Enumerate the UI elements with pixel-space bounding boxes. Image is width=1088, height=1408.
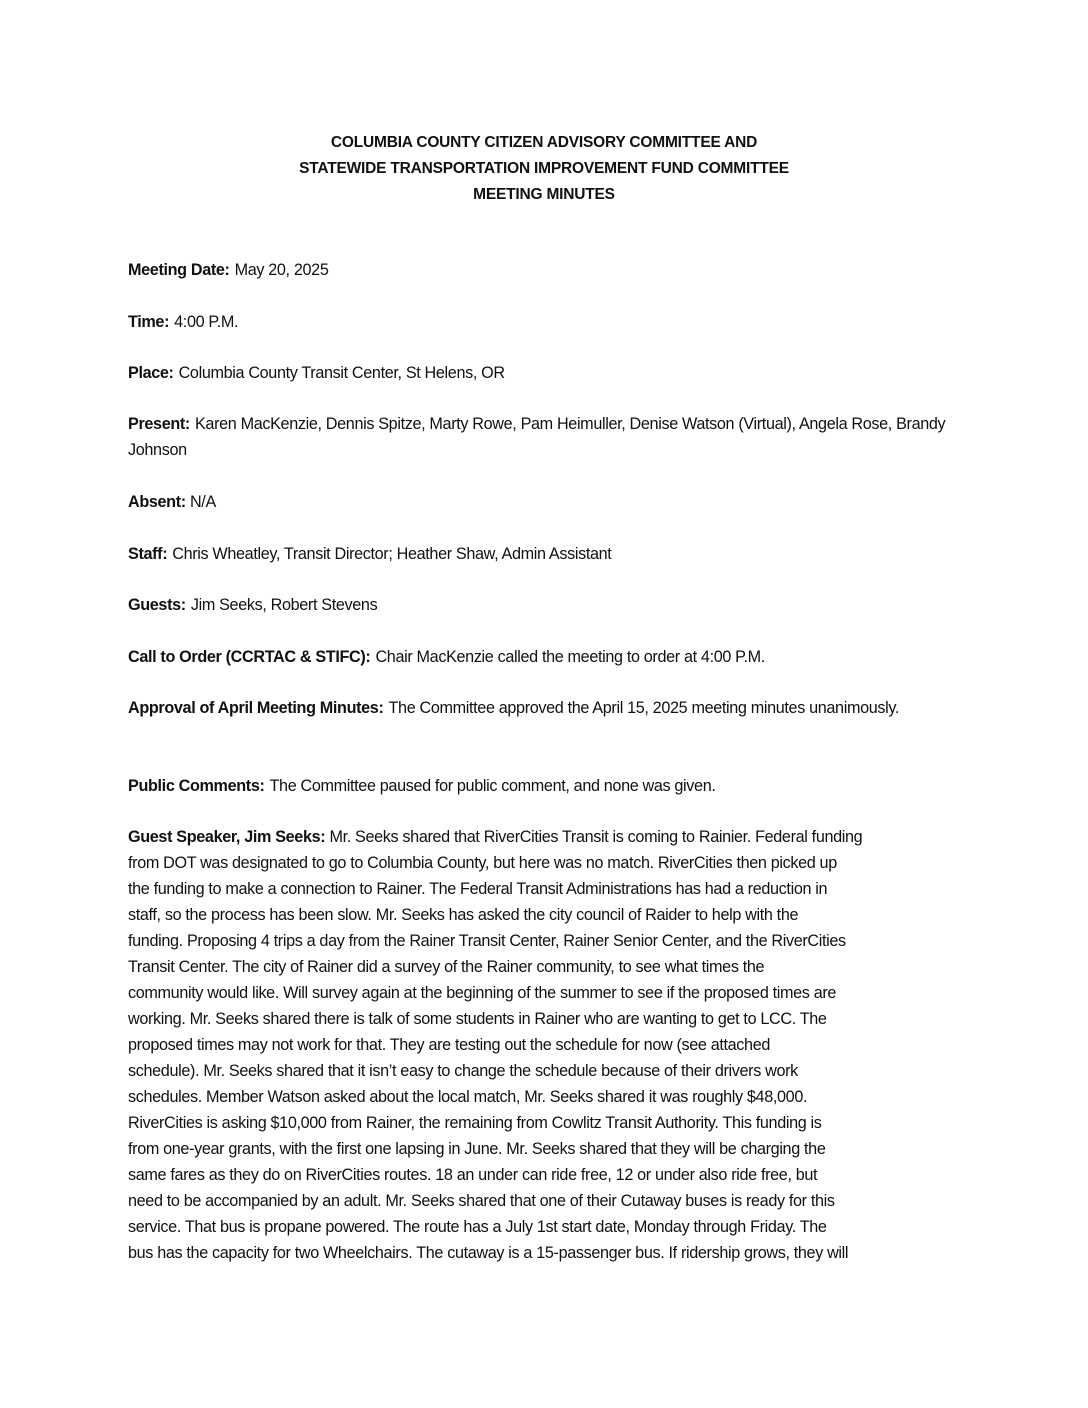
paragraph-line [128,824,968,850]
paragraph-line: RiverCities is asking $10,000 from Rainer, the remaining from Cowlitz Transit Authority. This funding is [128,1114,822,1132]
paragraph-line: community would like. Will survey again at the beginning of the summer to see if the proposed times are [128,984,837,1002]
field-value: Chris Wheatley, Transit Director; Heather Shaw, Admin Assistant [172,545,612,563]
paragraph-line: proposed times may not work for that. They are testing out the schedule for now (see attached [128,1036,770,1054]
title-line: MEETING MINUTES [473,186,615,203]
field-value: The Committee paused for public comment, and none was given. [269,777,716,795]
guests-field [128,592,968,618]
field-value: Chair MacKenzie called the meeting to order at 4:00 P.M. [375,648,765,666]
field-label: Present: [128,415,190,433]
approval-field [128,695,968,721]
paragraph-line: from DOT was designated to go to Columbia County, but here was no match. RiverCities then picked up [128,854,837,872]
paragraph-line: Transit Center. The city of Rainer did a survey of the Rainer community, to see what times the [128,958,765,976]
paragraph-line: staff, so the process has been slow. Mr. Seeks has asked the city council of Raider to help with the [128,906,799,924]
document-title [0,130,1088,208]
field-label: Approval of April Meeting Minutes: [128,699,384,717]
absent-field [128,489,968,515]
call-to-order-field [128,644,968,670]
field-label: Absent: [128,493,186,511]
field-value: Columbia County Transit Center, St Helens, OR [178,364,505,382]
paragraph-line: from one-year grants, with the first one lapsing in June. Mr. Seeks shared that they will be charging the [128,1140,826,1158]
field-label: Staff: [128,545,168,563]
field-value: The Committee approved the April 15, 2025 meeting minutes unanimously. [388,699,900,717]
field-value: Jim Seeks, Robert Stevens [190,596,378,614]
field-label: Guests: [128,596,186,614]
paragraph-line: bus has the capacity for two Wheelchairs. The cutaway is a 15-passenger bus. If ridership grows, they will [128,1244,849,1262]
field-label: Meeting Date: [128,261,230,279]
field-label: Place: [128,364,174,382]
guest-speaker-section [128,824,968,1266]
field-label: Guest Speaker, Jim Seeks: [128,828,326,846]
public-comments-field [128,773,968,799]
meeting-date-field [128,257,968,283]
paragraph-line: service. That bus is propane powered. The route has a July 1st start date, Monday through Friday. The [128,1218,827,1236]
place-field [128,360,968,386]
staff-field [128,541,968,567]
field-value: 4:00 P.M. [174,313,239,331]
present-field [128,411,968,463]
field-label: Time: [128,313,170,331]
paragraph-line: need to be accompanied by an adult. Mr. Seeks shared that one of their Cutaway buses is ready for this [128,1192,835,1210]
line-text: Mr. Seeks shared that RiverCities Transit is coming to Rainier. Federal funding [329,828,863,846]
field-label: Public Comments: [128,777,265,795]
field-value: May 20, 2025 [234,261,329,279]
paragraph-line: funding. Proposing 4 trips a day from the Rainer Transit Center, Rainer Senior Center, and the RiverCities [128,932,846,950]
paragraph-line: working. Mr. Seeks shared there is talk of some students in Rainer who are wanting to get to LCC. The [128,1010,827,1028]
title-line: COLUMBIA COUNTY CITIZEN ADVISORY COMMITTEE AND [330,134,758,151]
paragraph-line: same fares as they do on RiverCities routes. 18 an under can ride free, 12 or under also ride free, but [128,1166,818,1184]
field-value: Karen MacKenzie, Dennis Spitze, Marty Rowe, Pam Heimuller, Denise Watson (Virtual), Angela Rose, Brandy Johnson [128,415,946,459]
field-label: Call to Order (CCRTAC & STIFC): [128,648,371,666]
paragraph-line: schedule). Mr. Seeks shared that it isn’t easy to change the schedule because of their drivers work [128,1062,798,1080]
time-field [128,309,968,335]
paragraph-line: schedules. Member Watson asked about the local match, Mr. Seeks shared it was roughly $48,000. [128,1088,808,1106]
paragraph-line: the funding to make a connection to Rainer. The Federal Transit Administrations has had a reduction in [128,880,828,898]
field-value: N/A [189,493,216,511]
title-line: STATEWIDE TRANSPORTATION IMPROVEMENT FUND COMMITTEE [299,160,789,177]
